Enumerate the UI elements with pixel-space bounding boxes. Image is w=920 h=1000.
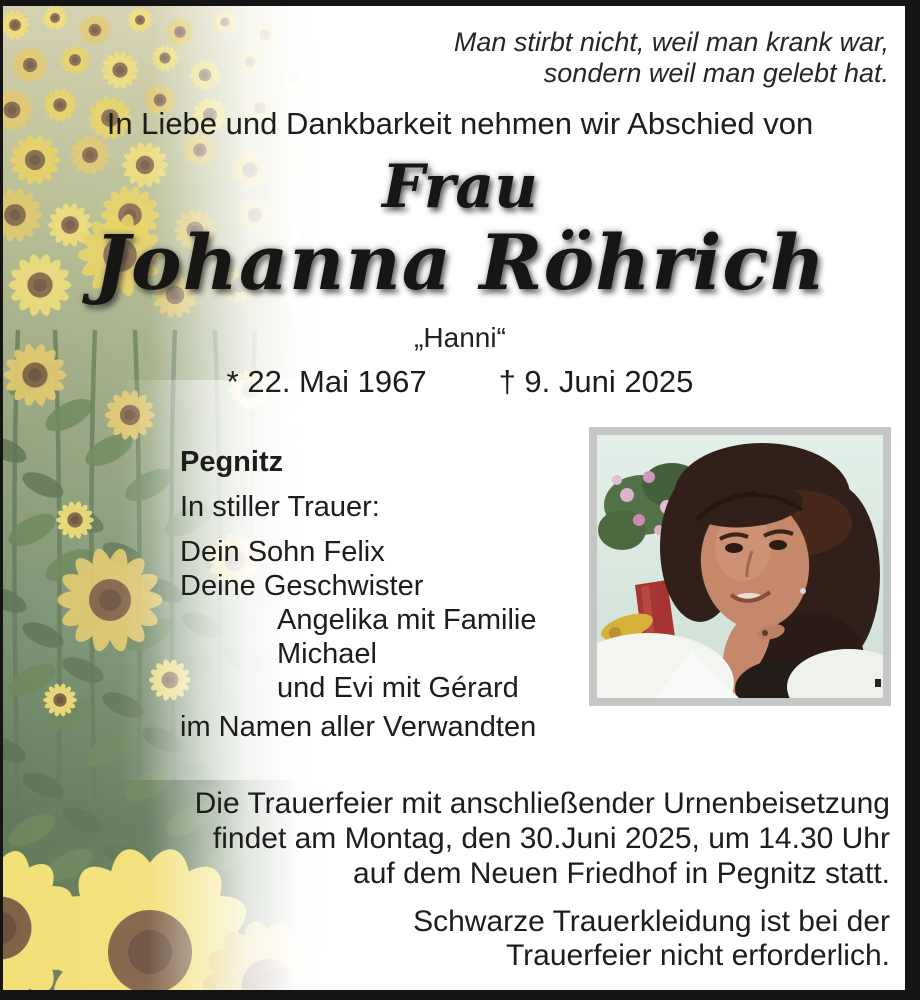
funeral-line-1: Die Trauerfeier mit anschließender Urnenbeisetzung: [194, 787, 890, 820]
mourner-michael: Michael: [277, 638, 377, 670]
dress-note: [413, 905, 890, 973]
nickname: „Hanni“: [414, 322, 506, 353]
dress-line-1: Schwarze Trauerkleidung ist bei der: [413, 905, 890, 938]
quote-line-1: Man stirbt nicht, weil man krank war,: [453, 27, 889, 57]
life-dates: [0, 364, 920, 400]
funeral-line-2: findet am Montag, den 30.Juni 2025, um 14.30 Uhr: [212, 822, 890, 855]
salutation: Frau: [382, 152, 538, 222]
portrait-illustration: [597, 435, 883, 698]
death-date: † 9. Juni 2025: [498, 364, 694, 399]
birth-date: * 22. Mai 1967: [226, 364, 427, 399]
mourners-closing: im Namen aller Verwandten: [180, 711, 537, 743]
funeral-info: [195, 786, 890, 891]
funeral-line-3: auf dem Neuen Friedhof in Pegnitz statt.: [353, 857, 890, 890]
intro-line: In Liebe und Dankbarkeit nehmen wir Abschied von: [106, 106, 814, 141]
memorial-quote: [454, 27, 889, 89]
city-name: Pegnitz: [180, 446, 284, 478]
frame-border-left: [0, 0, 3, 1000]
mourner-siblings-label: Deine Geschwister: [180, 570, 424, 602]
mourner-son: Dein Sohn Felix: [180, 536, 385, 568]
frame-border-bottom: [0, 990, 920, 1000]
mourner-evi: und Evi mit Gérard: [277, 672, 519, 704]
dress-line-2: Trauerfeier nicht erforderlich.: [505, 939, 890, 972]
deceased-name: Johanna Röhrich: [94, 218, 826, 307]
portrait-photo: [589, 427, 891, 706]
mourning-intro: In stiller Trauer:: [180, 491, 380, 523]
frame-border-top: [0, 0, 920, 6]
quote-line-2: sondern weil man gelebt hat.: [543, 58, 889, 88]
frame-border-right: [905, 0, 920, 1000]
mourner-angelika: Angelika mit Familie: [277, 604, 537, 636]
